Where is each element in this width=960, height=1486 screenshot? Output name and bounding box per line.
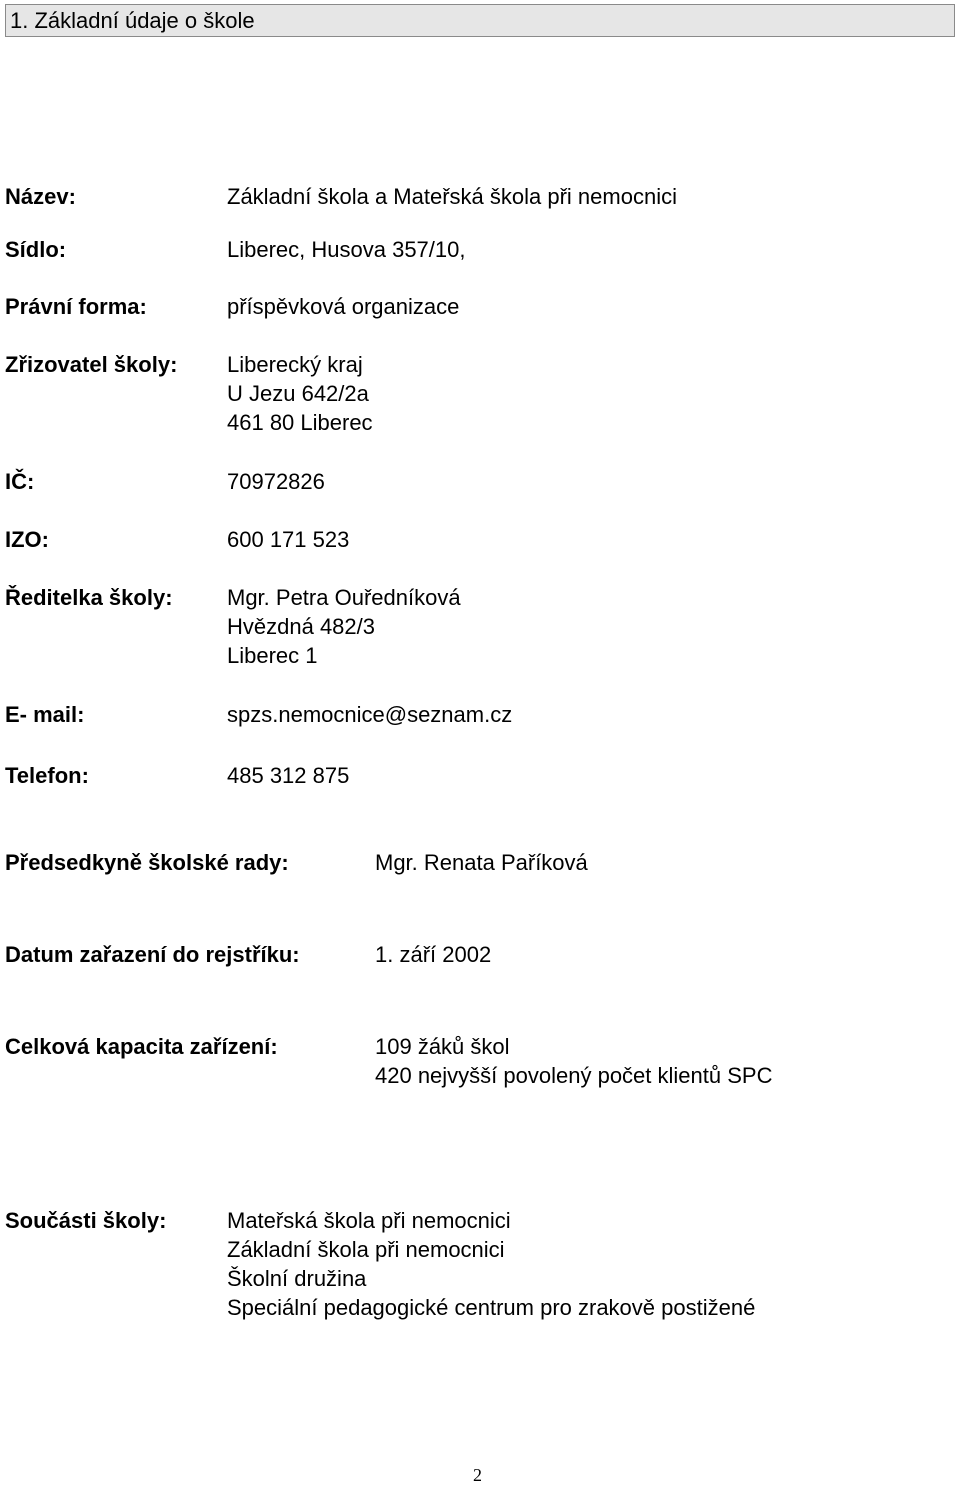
board-chair-value: Mgr. Renata Paříková	[375, 850, 588, 875]
founder-line: Liberecký kraj	[227, 352, 363, 377]
director-line: Hvězdná 482/3	[227, 614, 375, 639]
founder-line: 461 80 Liberec	[227, 410, 373, 435]
capacity-values	[375, 1032, 772, 1090]
email-label: E- mail:	[5, 702, 85, 727]
izo-value: 600 171 523	[227, 527, 350, 552]
founder-label: Zřizovatel školy:	[5, 352, 178, 377]
components-label: Součásti školy:	[5, 1208, 167, 1233]
components-list	[227, 1206, 755, 1322]
founder-address	[227, 350, 373, 437]
name-value: Základní škola a Mateřská škola při nemocnici	[227, 184, 677, 209]
capacity-line: 420 nejvyšší povolený počet klientů SPC	[375, 1063, 773, 1088]
ic-value: 70972826	[227, 469, 325, 494]
founder-line: U Jezu 642/2a	[227, 381, 369, 406]
izo-label: IZO:	[5, 527, 49, 552]
component-item: Mateřská škola při nemocnici	[227, 1208, 511, 1233]
board-chair-label: Předsedkyně školské rady:	[5, 850, 289, 875]
director-line: Liberec 1	[227, 643, 318, 668]
legal-form-label: Právní forma:	[5, 294, 147, 319]
component-item: Speciální pedagogické centrum pro zrakově postižené	[227, 1295, 756, 1320]
component-item: Základní škola při nemocnici	[227, 1237, 505, 1262]
capacity-label: Celková kapacita zařízení:	[5, 1034, 278, 1059]
director-label: Ředitelka školy:	[5, 585, 173, 610]
legal-form-value: příspěvková organizace	[227, 294, 460, 319]
component-item: Školní družina	[227, 1266, 367, 1291]
page-number: 2	[473, 1465, 482, 1485]
phone-value: 485 312 875	[227, 763, 350, 788]
director-line: Mgr. Petra Ouředníková	[227, 585, 461, 610]
email-value: spzs.nemocnice@seznam.cz	[227, 702, 513, 727]
capacity-line: 109 žáků škol	[375, 1034, 510, 1059]
section-heading: 1. Základní údaje o škole	[10, 8, 255, 33]
phone-label: Telefon:	[5, 763, 89, 788]
seat-label: Sídlo:	[5, 237, 67, 262]
registry-date-label: Datum zařazení do rejstříku:	[5, 942, 300, 967]
name-label: Název:	[5, 184, 76, 209]
director-details	[227, 583, 461, 670]
seat-value: Liberec, Husova 357/10,	[227, 237, 466, 262]
registry-date-value: 1. září 2002	[375, 942, 492, 967]
ic-label: IČ:	[5, 469, 35, 494]
